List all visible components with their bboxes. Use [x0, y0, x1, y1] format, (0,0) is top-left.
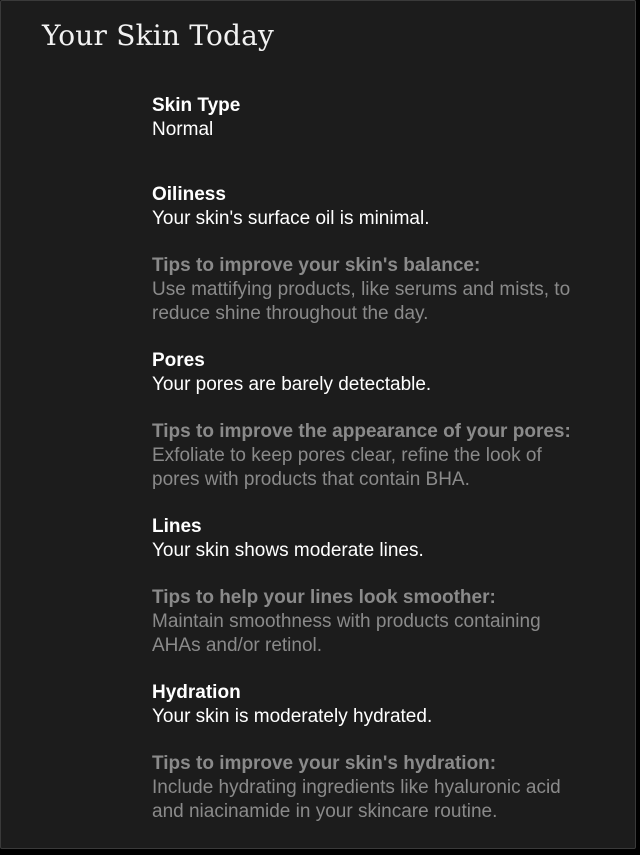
pores-tip-line: Exfoliate to keep pores clear, refine the look of [152, 445, 542, 466]
page-title: Your Skin Today [42, 19, 275, 52]
hydration-tip-block [152, 752, 622, 824]
skin-type-value: Normal [152, 119, 214, 140]
hydration-block [152, 681, 622, 729]
pores-heading: Pores [152, 350, 205, 371]
hydration-tip-heading: Tips to improve your skin's hydration: [152, 753, 497, 774]
lines-tip-line: AHAs and/or retinol. [152, 635, 323, 656]
oiliness-block [152, 183, 622, 231]
oiliness-result: Your skin's surface oil is minimal. [152, 208, 430, 229]
pores-result: Your pores are barely detectable. [152, 374, 432, 395]
skin-type-label: Skin Type [152, 95, 241, 116]
lines-tip-line: Maintain smoothness with products containing [152, 611, 541, 632]
pores-tip-block [152, 420, 622, 492]
hydration-tip-line: and niacinamide in your skincare routine. [152, 801, 498, 822]
lines-tip-block [152, 586, 622, 658]
pores-tip-heading: Tips to improve the appearance of your pores: [152, 421, 571, 442]
hydration-tip-line: Include hydrating ingredients like hyaluronic acid [152, 777, 561, 798]
hydration-heading: Hydration [152, 682, 241, 703]
oiliness-tip-line: reduce shine throughout the day. [152, 303, 429, 324]
oiliness-tip-line: Use mattifying products, like serums and mists, to [152, 279, 571, 300]
lines-heading: Lines [152, 516, 202, 537]
oiliness-tip-heading: Tips to improve your skin's balance: [152, 255, 481, 276]
skin-type-block [152, 94, 622, 142]
pores-block [152, 349, 622, 397]
pores-tip-line: pores with products that contain BHA. [152, 469, 470, 490]
oiliness-tip-block [152, 254, 622, 326]
lines-block [152, 515, 622, 563]
lines-tip-heading: Tips to help your lines look smoother: [152, 587, 496, 608]
skin-report-content [152, 94, 622, 847]
oiliness-heading: Oiliness [152, 184, 226, 205]
hydration-result: Your skin is moderately hydrated. [152, 706, 433, 727]
lines-result: Your skin shows moderate lines. [152, 540, 424, 561]
